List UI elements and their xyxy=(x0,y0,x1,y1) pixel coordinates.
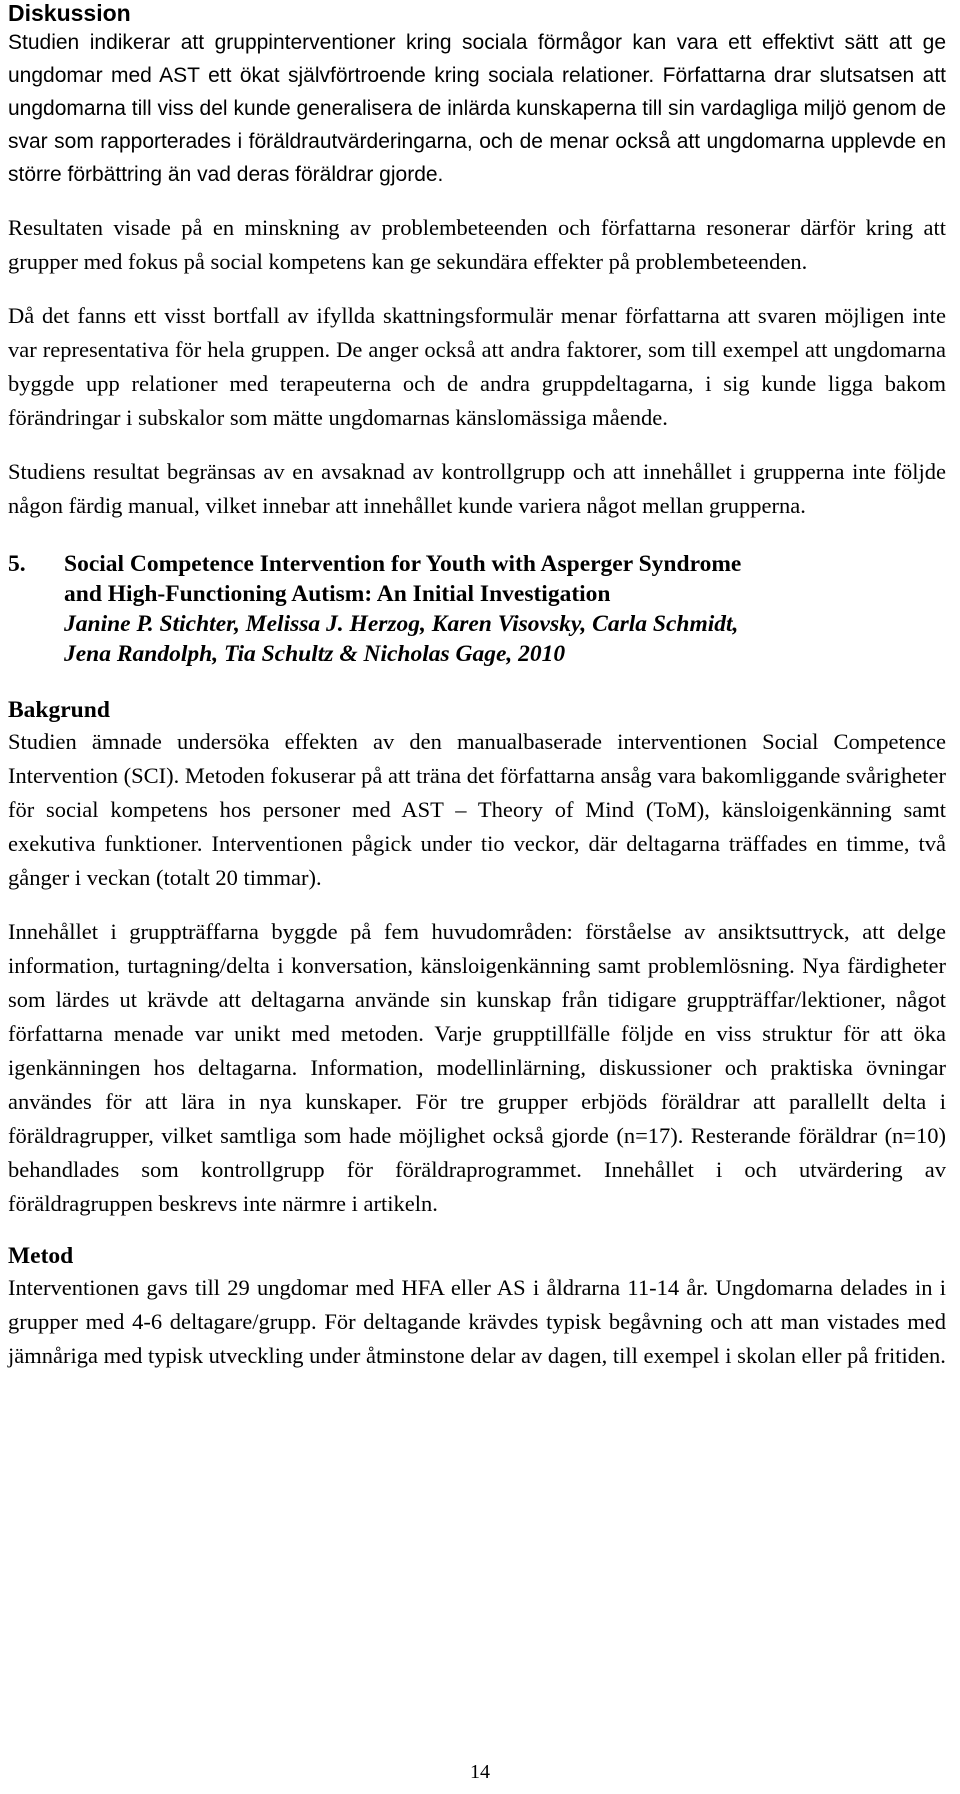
diskussion-paragraph-4: Studiens resultat begränsas av en avsaknad av kontrollgrupp och att innehållet i grupperna inte följde någon färdig manual, vilket innebar att innehållet kunde variera något mellan grupperna. xyxy=(8,459,946,518)
section-heading xyxy=(8,549,946,669)
section-authors-line-2: Jena Randolph, Tia Schultz & Nicholas Gage, 2010 xyxy=(64,641,566,667)
section-title-line-1: Social Competence Intervention for Youth with Asperger Syndrome xyxy=(64,551,742,577)
document-page xyxy=(8,0,946,1373)
diskussion-paragraph-1: Studien indikerar att gruppinterventioner kring sociala förmågor kan vara ett effektivt sätt att ge ungdomar med AST ett ökat självförtroende kring sociala relationer. Författarna drar slutsatsen att ungdomarna till viss del kunde generalisera de inlärda kunskaperna till sin vardagliga miljö genom de svar som rapporterades i föräldrautvärderingarna, och de menar också att ungdomarna upplevde en större förbättring än vad deras föräldrar gjorde. xyxy=(8,31,946,186)
section-number: 5. xyxy=(8,551,26,577)
diskussion-heading: Diskussion xyxy=(8,0,131,26)
bakgrund-heading: Bakgrund xyxy=(8,697,110,723)
page-number: 14 xyxy=(470,1761,490,1783)
metod-paragraph-1: Interventionen gavs till 29 ungdomar med HFA eller AS i åldrarna 11-14 år. Ungdomarna delades in i grupper med 4-6 deltagare/grupp. För deltagande krävdes typisk begåvning och att man vistades med jämnåriga med typisk utveckling under åtminstone delar av dagen, till exempel i skolan eller på fritiden. xyxy=(8,1275,946,1368)
section-authors-line-1: Janine P. Stichter, Melissa J. Herzog, Karen Visovsky, Carla Schmidt, xyxy=(64,611,739,637)
diskussion-paragraph-3: Då det fanns ett visst bortfall av ifyllda skattningsformulär menar författarna att svaren möjligen inte var representativa för hela gruppen. De anger också att andra faktorer, som till exempel att ungdomarna byggde upp relationer med terapeuterna och de andra gruppdeltagarna, i sig kunde ligga bakom förändringar i subskalor som mätte ungdomarnas känslomässiga mående. xyxy=(8,303,946,430)
section-title-line-2: and High-Functioning Autism: An Initial Investigation xyxy=(64,581,611,607)
diskussion-section xyxy=(8,0,946,191)
diskussion-paragraph-2: Resultaten visade på en minskning av problembeteenden och författarna resonerar därför kring att grupper med fokus på social kompetens kan ge sekundära effekter på problembeteenden. xyxy=(8,215,946,274)
bakgrund-paragraph-2: Innehållet i gruppträffarna byggde på fem huvudområden: förståelse av ansiktsuttryck, att delge information, turtagning/delta i konversation, känsloigenkänning samt problemlösning. Nya färdigheter som lärdes ut krävde att deltagarna använde sin kunskap från tidigare gruppträffar/lektioner, något författarna menade var unikt med metoden. Varje grupptillfälle följde en viss struktur för att öka igenkänningen hos deltagarna. Information, modellinlärning, diskussioner och praktiska övningar användes för att lära in nya kunskaper. För tre grupper erbjöds föräldrar att parallellt delta i föräldragrupper, vilket samtliga som hade möjlighet också gjorde (n=17). Resterande föräldrar (n=10) behandlades som kontrollgrupp för föräldraprogrammet. Innehållet i och utvärdering av föräldragruppen beskrevs inte närmre i artikeln. xyxy=(8,919,946,1216)
metod-heading: Metod xyxy=(8,1243,74,1269)
bakgrund-paragraph-1: Studien ämnade undersöka effekten av den manualbaserade interventionen Social Competence Intervention (SCI). Metoden fokuserar på att träna det författarna ansåg vara bakomliggande svårigheter för social kompetens hos personer med AST – Theory of Mind (ToM), känsloigenkänning samt exekutiva funktioner. Interventionen pågick under tio veckor, där deltagarna träffades en timme, två gånger i veckan (totalt 20 timmar). xyxy=(8,729,946,890)
